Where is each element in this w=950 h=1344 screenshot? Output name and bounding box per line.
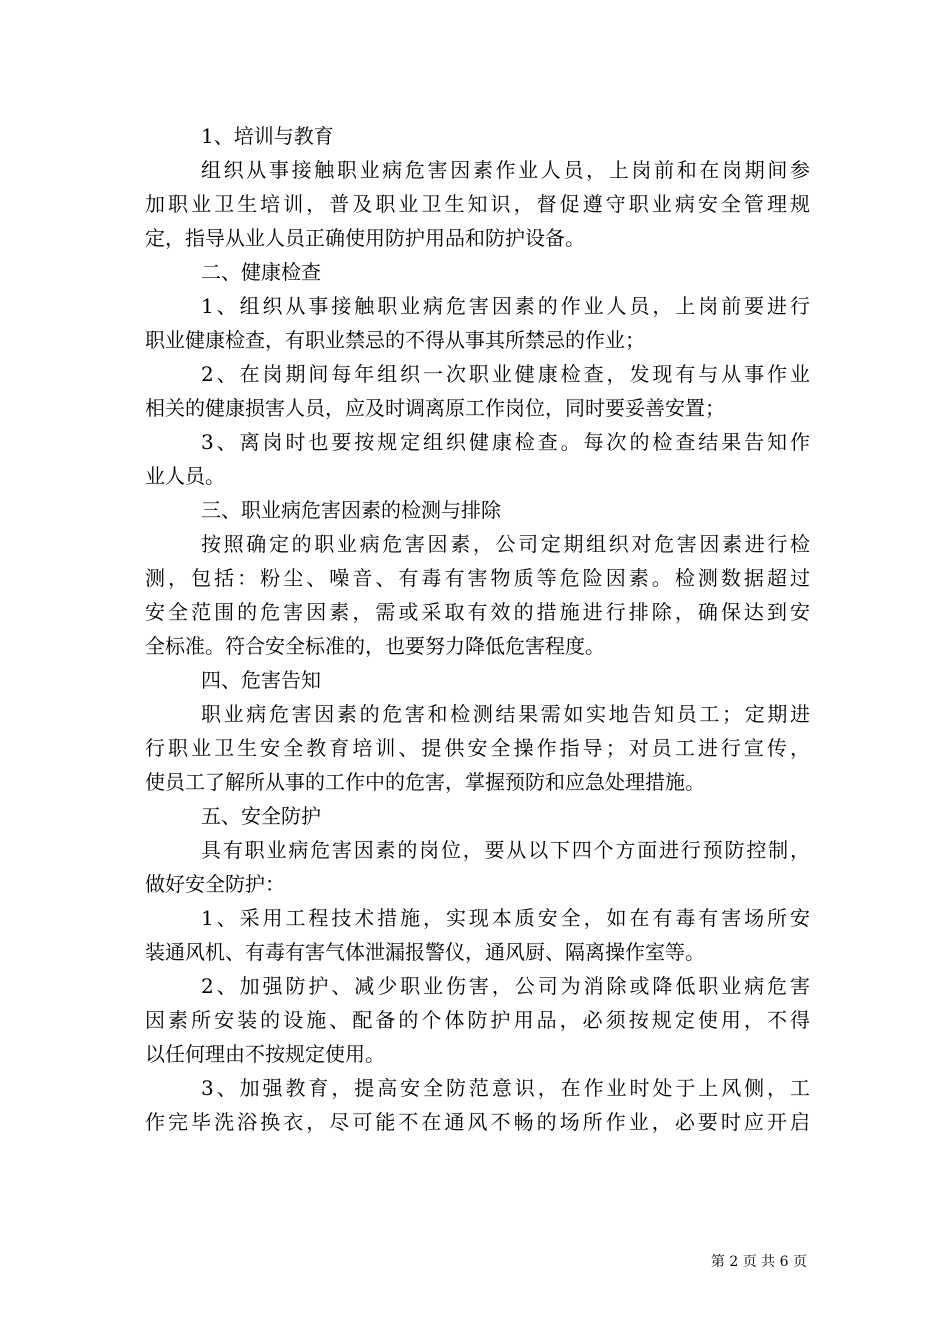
text-line: 全标准。符合安全标准的，也要努力降低危害程度。 (145, 634, 605, 658)
text-line: 1、培训与教育 (201, 124, 334, 148)
document-body (145, 119, 810, 1139)
text-line: 定，指导从业人员正确使用防护用品和防护设备。 (145, 226, 585, 250)
text-line: 因素所安装的设施、配备的个体防护用品，必须按规定使用，不得 (145, 1008, 810, 1032)
text-line: 2、加强防护、减少职业伤害，公司为消除或降低职业病危害 (201, 974, 810, 998)
text-line: 三、职业病危害因素的检测与排除 (201, 498, 501, 522)
text-line: 加职业卫生培训，普及职业卫生知识，督促遵守职业病安全管理规 (145, 192, 810, 216)
text-line: 3、加强教育，提高安全防范意识，在作业时处于上风侧，工 (201, 1076, 810, 1100)
text-line: 按照确定的职业病危害因素，公司定期组织对危害因素进行检 (201, 532, 810, 556)
text-line: 业人员。 (145, 464, 225, 488)
text-line: 相关的健康损害人员，应及时调离原工作岗位，同时要妥善安置； (145, 396, 725, 420)
text-line: 二、健康检查 (201, 260, 321, 284)
text-line: 五、安全防护 (201, 804, 321, 828)
text-line: 组织从事接触职业病危害因素作业人员，上岗前和在岗期间参 (201, 158, 810, 182)
text-line: 做好安全防护： (145, 872, 285, 896)
text-line: 1、采用工程技术措施，实现本质安全，如在有毒有害场所安 (201, 906, 810, 930)
text-line: 测，包括：粉尘、噪音、有毒有害物质等危险因素。检测数据超过 (145, 566, 810, 590)
text-line: 作完毕洗浴换衣，尽可能不在通风不畅的场所作业，必要时应开启 (145, 1110, 810, 1134)
text-line: 1、组织从事接触职业病危害因素的作业人员，上岗前要进行 (201, 294, 810, 318)
text-line: 装通风机、有毒有害气体泄漏报警仪，通风厨、隔离操作室等。 (145, 940, 705, 964)
text-line: 行职业卫生安全教育培训、提供安全操作指导；对员工进行宣传， (145, 736, 810, 760)
text-line: 2、在岗期间每年组织一次职业健康检查，发现有与从事作业 (201, 362, 810, 386)
text-line: 3、离岗时也要按规定组织健康检查。每次的检查结果告知作 (201, 430, 810, 454)
text-line: 使员工了解所从事的工作中的危害，掌握预防和应急处理措施。 (145, 770, 705, 794)
text-line: 安全范围的危害因素，需或采取有效的措施进行排除，确保达到安 (145, 600, 810, 624)
text-line: 职业健康检查，有职业禁忌的不得从事其所禁忌的作业； (145, 328, 645, 352)
page-number: 第 2 页 共 6 页 (710, 1254, 807, 1270)
text-line: 四、危害告知 (201, 668, 321, 692)
text-line: 以任何理由不按规定使用。 (145, 1042, 385, 1066)
text-line: 职业病危害因素的危害和检测结果需如实地告知员工；定期进 (201, 702, 810, 726)
text-line: 具有职业病危害因素的岗位，要从以下四个方面进行预防控制， (201, 838, 810, 862)
